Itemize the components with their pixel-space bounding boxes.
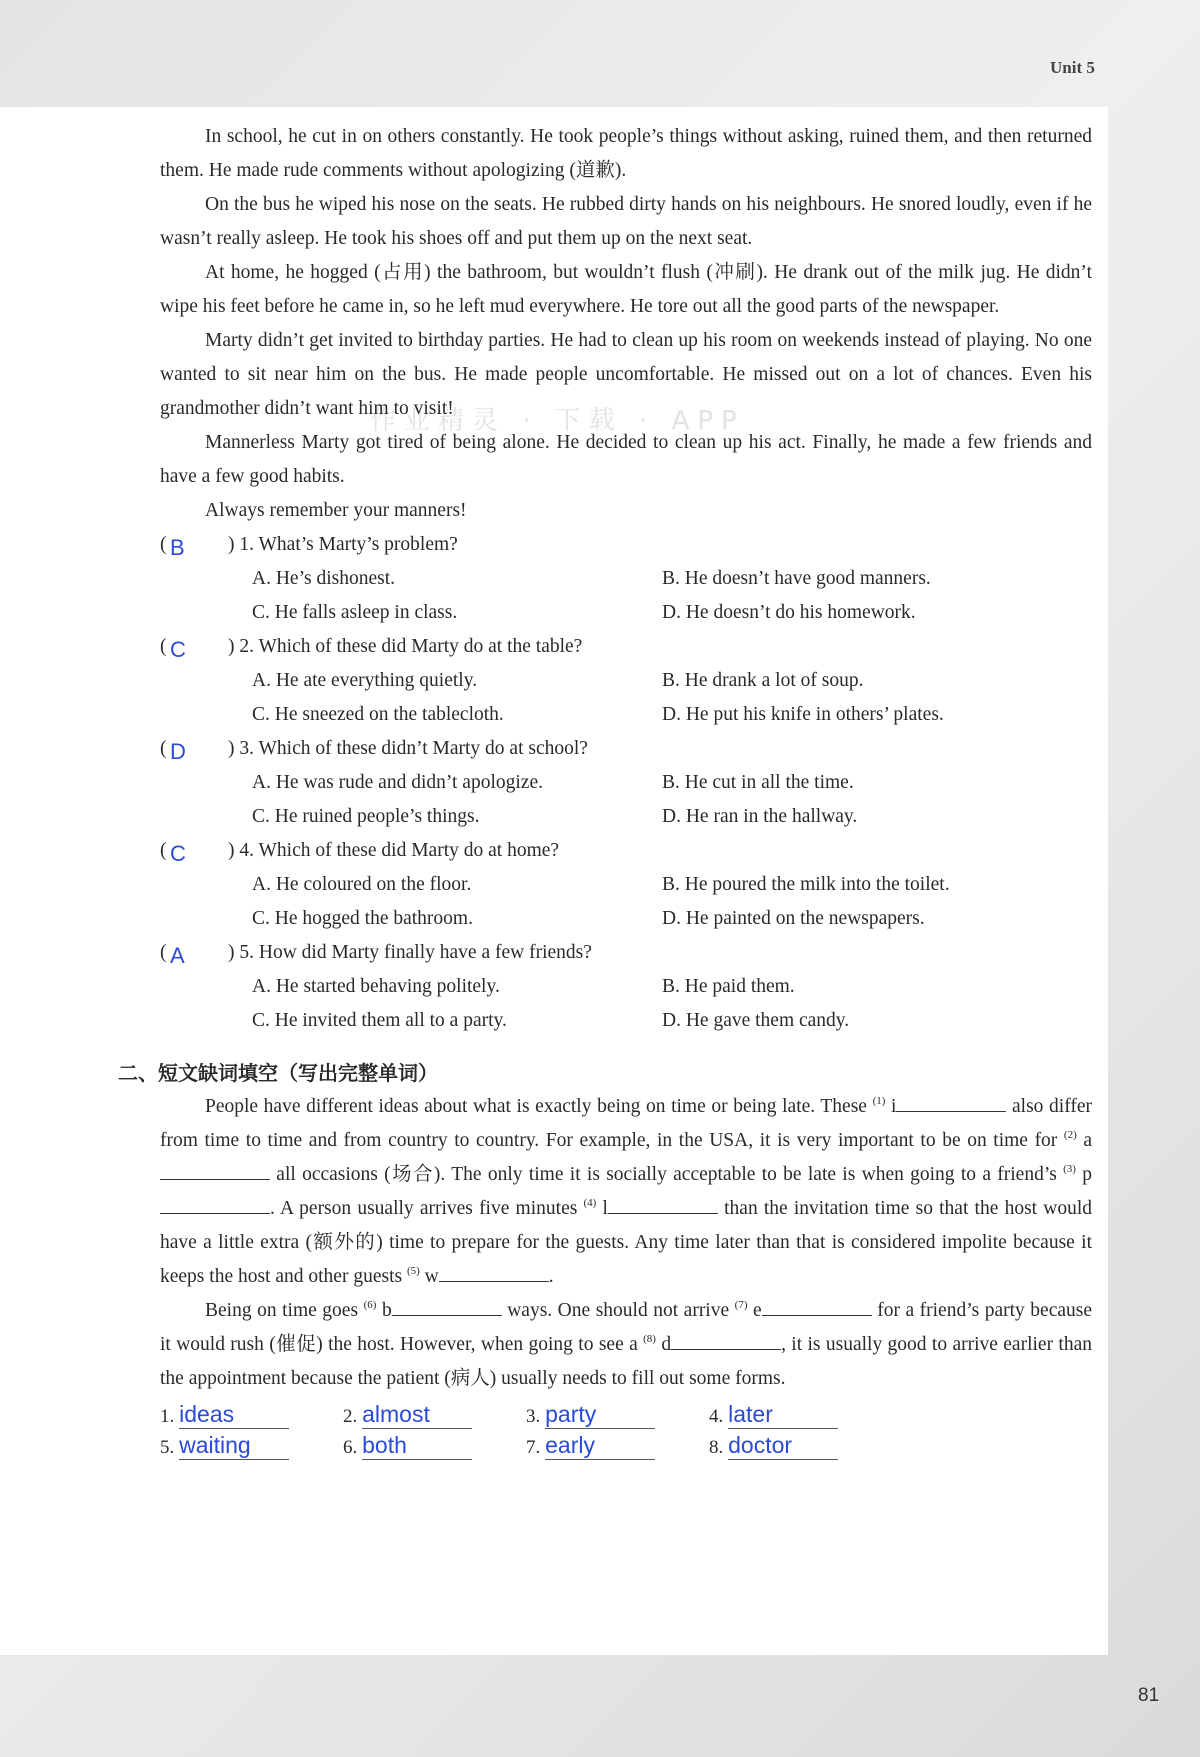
answer-number: 6. bbox=[343, 1437, 358, 1458]
cloze-text: . A person usually arrives five minutes bbox=[270, 1198, 584, 1219]
question-row bbox=[160, 834, 1092, 868]
answer-letter: D bbox=[170, 739, 186, 764]
blank-hint: w bbox=[424, 1266, 439, 1287]
answer-item bbox=[526, 1400, 666, 1434]
cloze-text: for a friend’s party because it would rush (催促) the host. However, when going to see a bbox=[160, 1300, 1093, 1355]
option-row bbox=[160, 1004, 1092, 1038]
passage-paragraph: At home, he hogged (占用) the bathroom, but wouldn’t flush (冲刷). He drank out of the milk jug. He didn’t wipe his feet before he came in, so he left mud everywhere. He tore out all the good parts of the newspaper. bbox=[160, 262, 1092, 317]
question-text: ) 3. Which of these didn’t Marty do at school? bbox=[228, 738, 588, 759]
option-row bbox=[160, 664, 1092, 698]
answer-grid bbox=[160, 1400, 1092, 1462]
blank-line[interactable] bbox=[671, 1329, 781, 1350]
answer-item bbox=[160, 1431, 300, 1465]
answer-number: 1. bbox=[160, 1406, 175, 1427]
answer-line bbox=[160, 1400, 1092, 1431]
answer-number: 2. bbox=[343, 1406, 358, 1427]
option-row bbox=[160, 970, 1092, 1004]
question-list bbox=[160, 528, 1092, 1038]
blank-hint: a bbox=[1083, 1130, 1093, 1151]
option: D. He put his knife in others’ plates. bbox=[662, 704, 944, 725]
question-text: ) 2. Which of these did Marty do at the table? bbox=[228, 636, 583, 657]
blank-number: (8) bbox=[643, 1333, 656, 1345]
answer-letter: C bbox=[170, 841, 186, 866]
answer-number: 7. bbox=[526, 1437, 541, 1458]
blank-line[interactable] bbox=[608, 1193, 718, 1214]
blank-number: (6) bbox=[363, 1299, 377, 1311]
paren-open: ( bbox=[160, 636, 167, 657]
passage-paragraph: On the bus he wiped his nose on the seats. He rubbed dirty hands on his neighbours. He snored loudly, even if he wasn’t really asleep. He took his shoes off and put them up on the next seat. bbox=[160, 194, 1092, 249]
answer-letter: B bbox=[170, 535, 185, 560]
option: D. He doesn’t do his homework. bbox=[662, 602, 916, 623]
unit-header: Unit 5 bbox=[1050, 58, 1095, 77]
paren-open: ( bbox=[160, 840, 167, 861]
option-row bbox=[160, 596, 1092, 630]
question-text: ) 4. Which of these did Marty do at home? bbox=[228, 840, 560, 861]
question-row bbox=[160, 528, 1092, 562]
option: C. He sneezed on the tablecloth. bbox=[252, 704, 504, 725]
option-row bbox=[160, 800, 1092, 834]
reading-passage bbox=[160, 120, 1092, 528]
answer-word[interactable]: later bbox=[728, 1400, 838, 1429]
option-row bbox=[160, 562, 1092, 596]
answer-number: 8. bbox=[709, 1437, 724, 1458]
option: C. He ruined people’s things. bbox=[252, 806, 480, 827]
option-row bbox=[160, 868, 1092, 902]
cloze-text: Being on time goes bbox=[205, 1300, 364, 1321]
cloze-text: than the invitation time so that the host would have a little extra (额外的) time to prepare for the guests. Any time later than that is considered impolite because it keeps the host and other guests bbox=[160, 1198, 1092, 1287]
answer-word[interactable]: party bbox=[545, 1400, 655, 1429]
blank-line[interactable] bbox=[762, 1295, 872, 1316]
answer-word[interactable]: both bbox=[362, 1431, 472, 1460]
answer-item bbox=[709, 1400, 849, 1434]
question-row bbox=[160, 630, 1092, 664]
blank-hint: b bbox=[381, 1300, 392, 1321]
option: D. He painted on the newspapers. bbox=[662, 908, 925, 929]
answer-word[interactable]: early bbox=[545, 1431, 655, 1460]
option: A. He was rude and didn’t apologize. bbox=[252, 772, 543, 793]
blank-number: (7) bbox=[734, 1299, 748, 1311]
paren-open: ( bbox=[160, 738, 167, 759]
answer-word[interactable]: almost bbox=[362, 1400, 472, 1429]
answer-item bbox=[709, 1431, 849, 1465]
blank-number: (3) bbox=[1063, 1163, 1076, 1175]
paren-open: ( bbox=[160, 534, 167, 555]
cloze-text: also differ from time to time and from country to country. For example, in the USA, it is very important to be on time for bbox=[160, 1096, 1092, 1151]
option: A. He started behaving politely. bbox=[252, 976, 500, 997]
answer-item bbox=[526, 1431, 666, 1465]
blank-hint: i bbox=[891, 1096, 897, 1117]
blank-line[interactable] bbox=[392, 1295, 502, 1316]
question-row bbox=[160, 732, 1092, 766]
passage-paragraph: In school, he cut in on others constantly. He took people’s things without asking, ruined them, and then returned them. He made rude comments without apologizing (道歉). bbox=[160, 126, 1092, 181]
section-title: 二、短文缺词填空（写出完整单词） bbox=[118, 1061, 438, 1085]
blank-hint: e bbox=[753, 1300, 762, 1321]
cloze-text: all occasions (场合). The only time it is socially acceptable to be late is when going to a friend’s bbox=[270, 1164, 1064, 1185]
blank-number: (1) bbox=[872, 1095, 886, 1107]
answer-letter: A bbox=[170, 943, 185, 968]
option: A. He coloured on the floor. bbox=[252, 874, 472, 895]
answer-letter: C bbox=[170, 637, 186, 662]
answer-word[interactable]: ideas bbox=[179, 1400, 289, 1429]
option: B. He poured the milk into the toilet. bbox=[662, 874, 950, 895]
answer-line bbox=[160, 1431, 1092, 1462]
paren-open: ( bbox=[160, 942, 167, 963]
cloze-text: , it is usually good to arrive earlier than the appointment because the patient (病人) usually needs to fill out some forms. bbox=[160, 1334, 1092, 1389]
option: A. He ate everything quietly. bbox=[252, 670, 478, 691]
option: C. He hogged the bathroom. bbox=[252, 908, 473, 929]
blank-hint: l bbox=[602, 1198, 608, 1219]
answer-item bbox=[343, 1400, 483, 1434]
answer-word[interactable]: waiting bbox=[179, 1431, 289, 1460]
option: A. He’s dishonest. bbox=[252, 568, 395, 589]
blank-hint: d bbox=[661, 1334, 672, 1355]
option: D. He ran in the hallway. bbox=[662, 806, 858, 827]
cloze-text: People have different ideas about what is exactly being on time or being late. These bbox=[205, 1096, 873, 1117]
question-row bbox=[160, 936, 1092, 970]
cloze-paragraph bbox=[160, 1090, 1092, 1294]
watermark: 作业精灵 · 下载 · APP bbox=[370, 406, 745, 436]
blank-line[interactable] bbox=[160, 1159, 270, 1180]
page-content bbox=[118, 120, 1093, 1462]
option: B. He paid them. bbox=[662, 976, 795, 997]
passage-paragraph: Marty didn’t get invited to birthday parties. He had to clean up his room on weekends instead of playing. No one wanted to sit near him on the bus. He made people uncomfortable. He missed out on a lot of chances. Even his grandmother didn’t want him to visit! bbox=[160, 330, 1092, 419]
question-text: ) 5. How did Marty finally have a few friends? bbox=[228, 942, 592, 963]
cloze-paragraph bbox=[160, 1294, 1092, 1396]
answer-number: 4. bbox=[709, 1406, 724, 1427]
passage-paragraph: Mannerless Marty got tired of being alone. He decided to clean up his act. Finally, he made a few friends and have a few good habits. bbox=[160, 432, 1092, 487]
option: B. He cut in all the time. bbox=[662, 772, 854, 793]
blank-number: (2) bbox=[1063, 1129, 1077, 1141]
blank-hint: p bbox=[1082, 1164, 1092, 1185]
option-row bbox=[160, 698, 1092, 732]
option: C. He invited them all to a party. bbox=[252, 1010, 507, 1031]
option: B. He drank a lot of soup. bbox=[662, 670, 864, 691]
page-number: 81 bbox=[1138, 1685, 1160, 1706]
blank-line[interactable] bbox=[439, 1261, 549, 1282]
answer-number: 3. bbox=[526, 1406, 541, 1427]
blank-line[interactable] bbox=[896, 1091, 1006, 1112]
passage-paragraph: Always remember your manners! bbox=[205, 500, 467, 521]
option-row bbox=[160, 766, 1092, 800]
answer-item bbox=[160, 1400, 300, 1434]
question-text: ) 1. What’s Marty’s problem? bbox=[228, 534, 458, 555]
blank-line[interactable] bbox=[160, 1193, 270, 1214]
cloze-text: ways. One should not arrive bbox=[501, 1300, 735, 1321]
answer-item bbox=[343, 1431, 483, 1465]
blank-number: (4) bbox=[583, 1197, 597, 1209]
blank-number: (5) bbox=[406, 1265, 420, 1277]
option: B. He doesn’t have good manners. bbox=[662, 568, 931, 589]
cloze-text: . bbox=[548, 1266, 554, 1287]
answer-number: 5. bbox=[160, 1437, 175, 1458]
option: C. He falls asleep in class. bbox=[252, 602, 458, 623]
option: D. He gave them candy. bbox=[662, 1010, 850, 1031]
answer-word[interactable]: doctor bbox=[728, 1431, 838, 1460]
option-row bbox=[160, 902, 1092, 936]
